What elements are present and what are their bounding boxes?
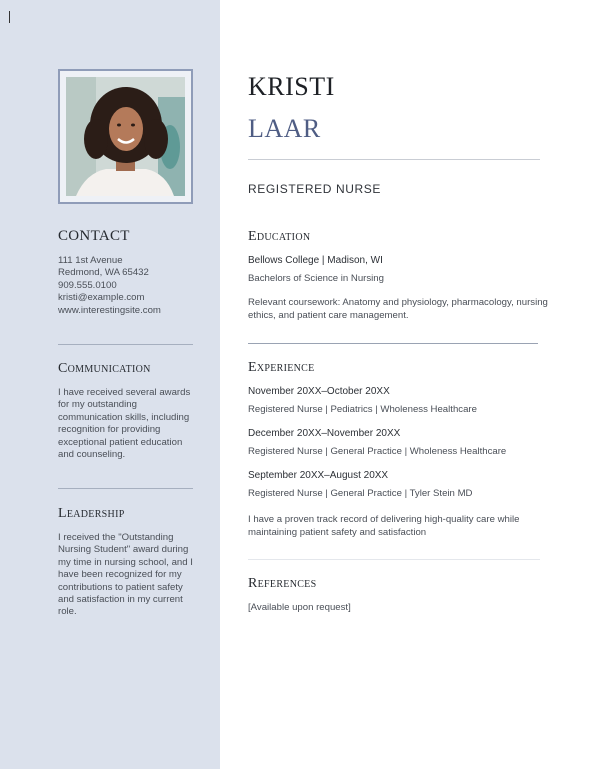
experience-heading: Experience — [248, 360, 315, 375]
job-title: Registered Nurse | General Practice | Wholeness Healthcare — [248, 446, 507, 457]
summary-line: I have a proven track record of delivering high-quality care while — [248, 514, 520, 525]
profile-photo — [66, 77, 185, 196]
contact-heading: CONTACT — [58, 228, 130, 244]
contact-email[interactable]: kristi@example.com — [58, 292, 145, 304]
references-text: [Available upon request] — [248, 602, 351, 613]
contact-phone: 909.555.0100 — [58, 279, 117, 291]
job-dates: November 20XX–October 20XX — [248, 386, 390, 397]
text-cursor — [9, 11, 10, 23]
coursework-line: ethics, and patient care management. — [248, 309, 409, 321]
education-coursework — [248, 297, 548, 322]
contact-address-line: 111 1st Avenue — [58, 255, 123, 266]
section-divider — [248, 343, 538, 344]
education-heading: Education — [248, 229, 311, 244]
coursework-line: Relevant coursework: Anatomy and physiology, pharmacology, nursing — [248, 297, 548, 308]
contact-city-line: Redmond, WA 65432 — [58, 267, 149, 279]
contact-website[interactable]: www.interestingsite.com — [58, 304, 161, 316]
profile-photo-frame — [58, 69, 193, 204]
education-degree — [248, 273, 548, 286]
job-dates: September 20XX–August 20XX — [248, 470, 389, 481]
leadership-line: have been recognized for my — [58, 569, 182, 581]
section-divider — [248, 559, 540, 560]
first-name: KRISTI — [248, 72, 335, 101]
degree-line: Bachelors of Science in Nursing — [248, 273, 384, 284]
leadership-line: I received the "Outstanding — [58, 532, 174, 543]
experience-summary — [248, 514, 548, 539]
leadership-line: contributions to patient safety — [58, 581, 183, 593]
leadership-heading: Leadership — [58, 506, 125, 521]
communication-line: and counseling. — [58, 449, 126, 461]
sidebar-divider — [58, 488, 193, 489]
leadership-line: and satisfaction in my current — [58, 594, 183, 606]
last-name: LAAR — [248, 114, 321, 143]
communication-line: recognition for providing — [58, 424, 161, 436]
name-divider — [248, 159, 540, 160]
leadership-text — [58, 532, 198, 619]
communication-text — [58, 387, 198, 461]
contact-details — [58, 255, 198, 317]
job-dates: December 20XX–November 20XX — [248, 428, 401, 439]
summary-line: maintaining patient safety and satisfaction — [248, 526, 427, 538]
communication-heading: Communication — [58, 361, 151, 376]
communication-line: communication skills, including — [58, 411, 190, 423]
leadership-line: Nursing Student" award during — [58, 544, 189, 556]
communication-line: I have received several awards — [58, 387, 191, 398]
school-line: Bellows College | Madison, WI — [248, 255, 383, 266]
job-role: REGISTERED NURSE — [248, 182, 381, 196]
communication-line: for my outstanding — [58, 399, 137, 411]
education-school — [248, 255, 548, 268]
references-heading: References — [248, 576, 317, 591]
job-title: Registered Nurse | Pediatrics | Wholeness Healthcare — [248, 404, 477, 415]
sidebar-divider — [58, 344, 193, 345]
leadership-line: role. — [58, 606, 77, 618]
job-title: Registered Nurse | General Practice | Tyler Stein MD — [248, 488, 473, 499]
communication-line: exceptional patient education — [58, 436, 183, 448]
leadership-line: my time in nursing school, and I — [58, 556, 193, 568]
